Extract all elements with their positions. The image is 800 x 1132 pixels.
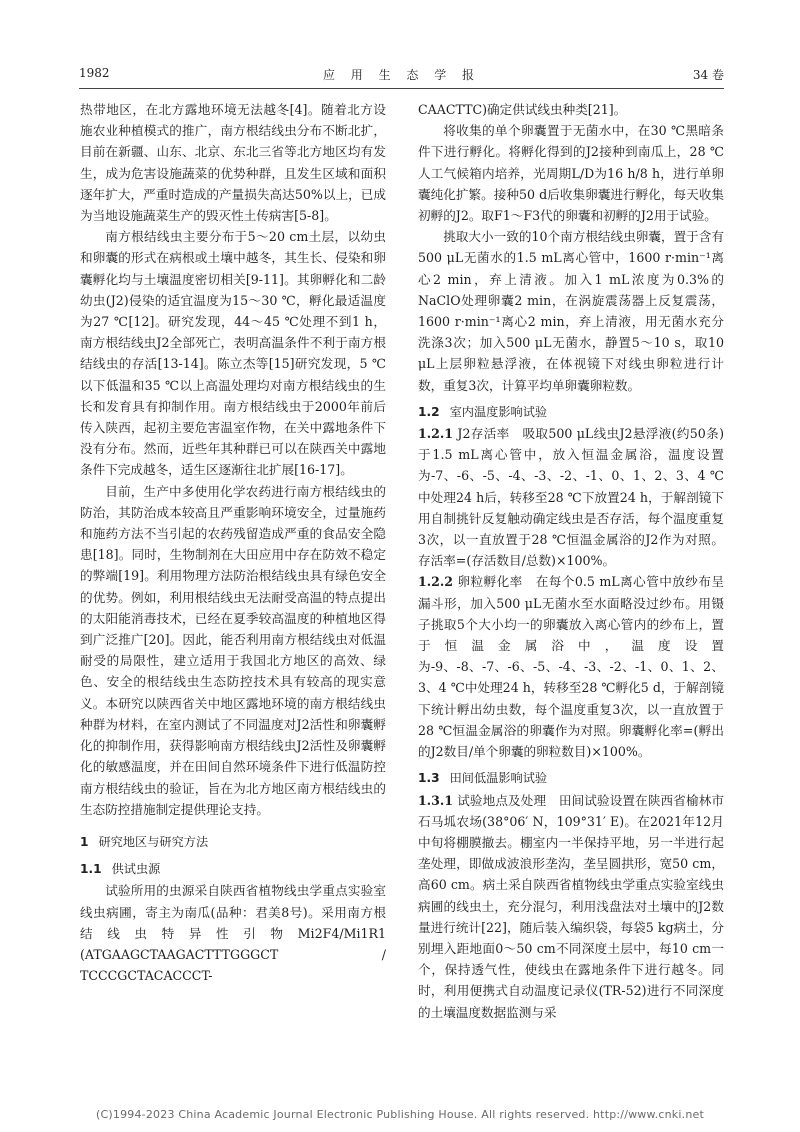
section-number: 1.1 [80, 862, 102, 877]
paragraph: CAACTTC)确定供试线虫种类[21]。 [418, 102, 627, 117]
paragraph [418, 790, 724, 1023]
subsection-heading [418, 768, 724, 789]
page-number: 1982 [79, 66, 110, 80]
running-header [79, 66, 724, 89]
paragraph: 热带地区，在北方露地环境无法越冬[4]。随着北方设施农业种植模式的推广，南方根结线虫分布不断北扩，目前在新疆、山东、北京、东北三省等北方地区均有发生，成为危害设施蔬菜的优势种群，且发生区域和面积逐年扩大，严重时造成的产量损失高达50%以上，已成为当地设施蔬菜生产的毁灭性土传病害[5-8]。 [80, 102, 386, 224]
paragraph-text: 试验地点及处理 田间试验设置在陕西省榆林市石马坬农场(38°06′ N，109°31′ E)。在2021年12月中旬将棚膜撤去。棚室内一半保持平地，另一半进行起垄处理，即做成波浪形垄沟，垄呈圆拱形，宽50 cm，高60 cm。病土采自陕西省植物线虫学重点实验室线虫病圃的线虫土，充分混匀，利用浅盘法对土壤中的J2数量进行统计[22]，随后装入编织袋，每袋5 kg病土，分别埋入距地面0～50 cm不同深度土层中，每10 cm一个，保持透气性，使线虫在露地条件下进行越冬。同时，利用便携式自动温度记录仪(TR-52)进行不同深度的土壤温度数据监测与采 [418, 792, 724, 1020]
section-title: 室内温度影响试验 [449, 404, 548, 419]
section-number: 1 [80, 834, 89, 849]
subsection-heading [80, 859, 386, 880]
section-title: 供试虫源 [111, 862, 161, 877]
copyright-footer: (C)1994-2023 China Academic Journal Electronic Publishing House. All rights reserved. http://www.cnki.net [96, 1108, 704, 1121]
section-title: 研究地区与研究方法 [98, 834, 209, 849]
subsubsection-number: 1.2.1 [418, 426, 454, 442]
paragraph: 试验所用的虫源采自陕西省植物线虫学重点实验室线虫病圃，寄主为南瓜(品种：君美8号)。采用南方根结线虫特异性引物Mi2F4/Mi1R1 (ATGAAGCTAAGACTTTGGGCT / TCCCGCTACACCCT- [80, 883, 386, 984]
paragraph: 目前，生产中多使用化学农药进行南方根结线虫的防治，其防治成本较高且严重影响环境安全，过量施药和施药方法不当引起的农药残留造成严重的食品安全隐患[18]。同时，生物制剂在大田应用中存在防效不稳定的弊端[19]。利用物理方法防治根结线虫具有绿色安全的优势。例如，利用根结线虫无法耐受高温的特点提出的太阳能消毒技术，已经在夏季较高温度的种植地区得到广泛推广[20]。因此，能否利用南方根结线虫对低温耐受的局限性，建立适用于我国北方地区的高效、绿色、安全的根结线虫生态防控技术具有较高的现实意义。本研究以陕西省关中地区露地环境的南方根结线虫种群为材料，在室内测试了不同温度对J2活性和卵囊孵化的抑制作用，获得影响南方根结线虫J2活性及卵囊孵化的敏感温度，并在田间自然环境条件下进行低温防控南方根结线虫的验证，旨在为北方地区南方根结线虫的生态防控措施制定提供理论支持。 [80, 483, 386, 817]
section-heading [80, 832, 386, 853]
paragraph [418, 571, 724, 762]
paragraph: 南方根结线虫主要分布于5～20 cm土层，以幼虫和卵囊的形式在病根或土壤中越冬，其生长、侵染和卵囊孵化均与土壤温度密切相关[9-11]。其卵孵化和二龄幼虫(J2)侵染的适宜温度为15～30 ℃，孵化最适温度为27 ℃[12]。研究发现，44～45 ℃处理不到1 h，南方根结线虫J2全部死亡，表明高温条件不利于南方根结线虫的存活[13-14]。陈立杰等[15]研究发现，5 ℃以下低温和35 ℃以上高温处理均对南方根结线虫的生长和发育具有抑制作用。南方根结线虫于2000年前后传入陕西，起初主要危害温室作物，在关中露地条件下没有分布。然而，近些年其种群已可以在陕西关中露地条件下完成越冬，适生区逐渐往北扩展[16-17]。 [80, 229, 386, 478]
paragraph: 挑取大小一致的10个南方根结线虫卵囊，置于含有500 μL无菌水的1.5 mL离心管中，1600 r·min⁻¹离心2 min，弃上清液。加入1 mL浓度为0.3%的NaClO处理卵囊2 min，在涡旋震荡器上反复震荡，1600 r·min⁻¹离心2 min，弃上清液，用无菌水充分洗涤3次；加入500 μL无菌水，静置5～10 s，取10 μL上层卵粒悬浮液，在体视镜下对线虫卵粒进行计数，重复3次，计算平均单卵囊卵粒数。 [418, 229, 724, 393]
section-number: 1.3 [418, 771, 440, 786]
journal-title: 应 用 生 态 学 报 [322, 68, 481, 82]
left-column [80, 99, 386, 986]
paragraph [418, 423, 724, 571]
section-title: 田间低温影响试验 [449, 771, 548, 786]
paragraph-text: J2存活率 吸取500 μL线虫J2悬浮液(约50条)于1.5 mL离心管中，放入恒温金属浴，温度设置为-7、-6、-5、-4、-3、-2、-1、0、1、2、3、4 ℃中处理24 h后，转移至28 ℃下放置24 h，于解剖镜下用自制挑针反复触动确定线虫是否存活，每个温度重复3次，以一直放置于28 ℃恒温金属浴的J2作为对照。存活率=(存活数目/总数)×100%。 [418, 426, 724, 569]
subsubsection-number: 1.2.2 [418, 574, 454, 590]
right-column [418, 99, 724, 1023]
section-number: 1.2 [418, 404, 440, 419]
volume-label: 34 卷 [692, 68, 724, 82]
paragraph-text: 卵粒孵化率 在每个0.5 mL离心管中放纱布呈漏斗形，加入500 μL无菌水至水面略没过纱布。用镊子挑取5个大小均一的卵囊放入离心管内的纱布上，置于恒温金属浴中，温度设置为-9、-8、-7、-6、-5、-4、-3、-2、-1、0、1、2、3、4 ℃中处理24 h，转移至28 ℃孵化5 d，于解剖镜下统计孵出幼虫数，每个温度重复3次，以一直放置于28 ℃恒温金属浴的卵囊作为对照。卵囊孵化率=(孵出的J2数目/单个卵囊的卵粒数目)×100%。 [418, 574, 724, 760]
subsubsection-number: 1.3.1 [418, 792, 454, 808]
subsection-heading [418, 402, 724, 423]
paragraph: 将收集的单个卵囊置于无菌水中，在30 ℃黑暗条件下进行孵化。将孵化得到的J2接种到南瓜上，28 ℃人工气候箱内培养，光周期L/D为16 h/8 h，进行单卵囊纯化扩繁。接种50 d后收集卵囊进行孵化，每天收集初孵的J2。取F1～F3代的卵囊和初孵的J2用于试验。 [418, 123, 724, 224]
